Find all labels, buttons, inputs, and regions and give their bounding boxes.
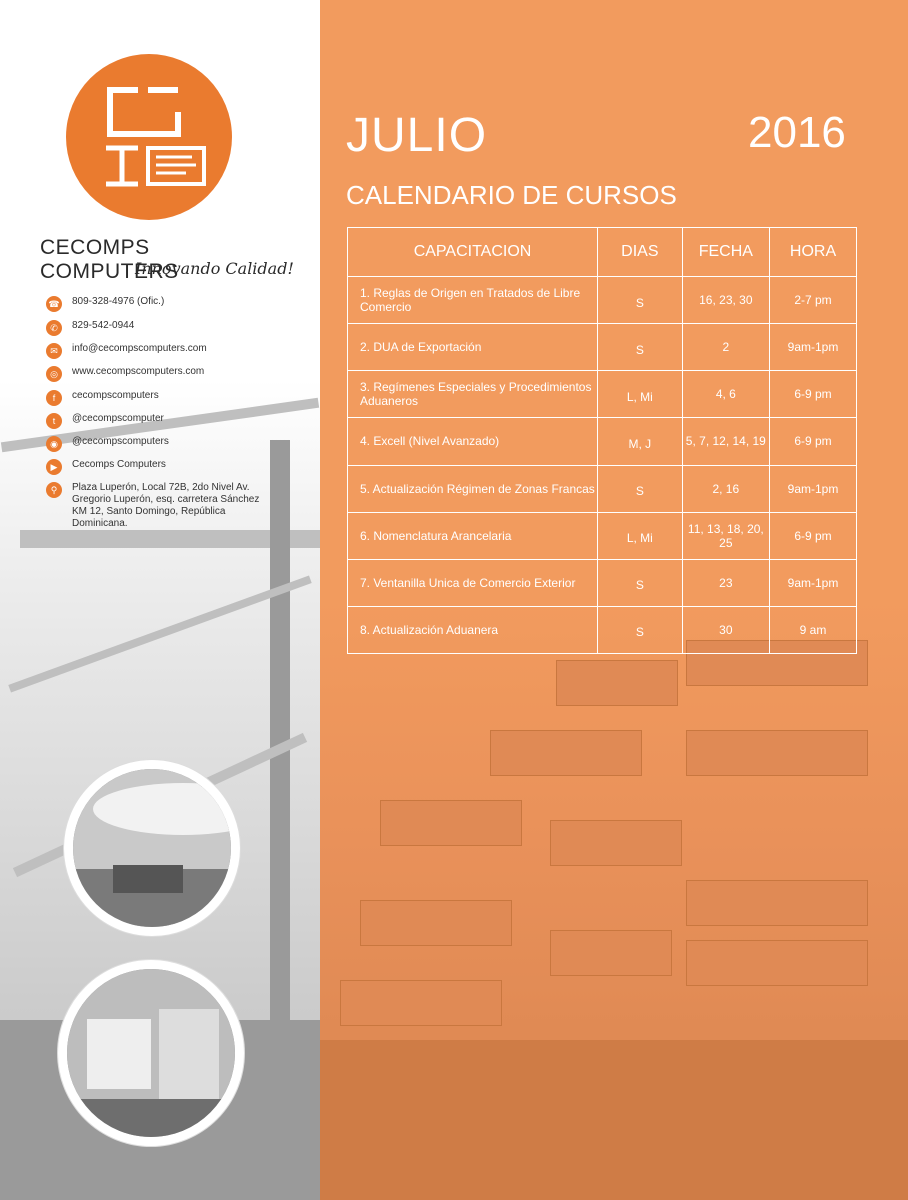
contact-text: 809-328-4976 (Ofic.) — [72, 296, 165, 307]
table-row — [348, 418, 857, 465]
shipping-container — [686, 940, 868, 986]
brand-name: CECOMPS COMPUTERS — [40, 236, 179, 283]
table-row — [348, 324, 857, 371]
course-time: 2-7 pm — [770, 277, 857, 324]
shipping-container — [556, 660, 678, 706]
contact-instagram[interactable] — [46, 436, 316, 452]
contact-text: 829-542-0944 — [72, 320, 135, 331]
course-dates: 4, 6 — [682, 371, 769, 418]
course-days: L, Mi — [598, 512, 683, 559]
table-row — [348, 371, 857, 418]
facebook-icon: f — [46, 390, 62, 406]
contact-text: @cecompscomputers — [72, 436, 169, 447]
course-days: M, J — [598, 418, 683, 465]
phone-icon: ☎ — [46, 296, 62, 312]
calendar-subtitle: CALENDARIO DE CURSOS — [346, 180, 677, 210]
contact-text: @cecompscomputer — [72, 413, 164, 424]
contact-website[interactable] — [46, 366, 316, 382]
course-dates: 2, 16 — [682, 465, 769, 512]
table-row — [348, 559, 857, 606]
email-icon: ✉ — [46, 343, 62, 359]
contact-text: info@cecompscomputers.com — [72, 343, 207, 354]
course-days: S — [598, 324, 683, 371]
course-name: 3. Regímenes Especiales y Procedimientos Aduaneros — [348, 371, 598, 418]
course-name: 5. Actualización Régimen de Zonas Francas — [348, 465, 598, 512]
column-header-capacitacion: CAPACITACION — [348, 228, 598, 277]
contact-email[interactable] — [46, 343, 316, 359]
course-time: 9am-1pm — [770, 465, 857, 512]
contact-text: www.cecompscomputers.com — [72, 366, 205, 377]
contact-address — [46, 482, 316, 530]
course-time: 9 am — [770, 606, 857, 653]
computer-logo-icon — [66, 54, 232, 220]
table-row — [348, 512, 857, 559]
course-time: 6-9 pm — [770, 512, 857, 559]
ship-hull — [320, 1040, 908, 1200]
contact-twitter[interactable] — [46, 413, 316, 429]
table-row — [348, 465, 857, 512]
shipping-container — [340, 980, 502, 1026]
shipping-container — [490, 730, 642, 776]
globe-icon: ◎ — [46, 366, 62, 382]
course-dates: 30 — [682, 606, 769, 653]
course-name: 2. DUA de Exportación — [348, 324, 598, 371]
crane-beam — [8, 576, 311, 693]
contact-youtube[interactable] — [46, 459, 316, 475]
course-time: 9am-1pm — [770, 559, 857, 606]
shipping-container — [686, 880, 868, 926]
course-time: 6-9 pm — [770, 418, 857, 465]
course-days: S — [598, 465, 683, 512]
left-column — [0, 0, 320, 1200]
table-row — [348, 277, 857, 324]
month-title: JULIO — [346, 109, 488, 162]
contact-text: Cecomps Computers — [72, 459, 166, 470]
course-dates: 23 — [682, 559, 769, 606]
table-row — [348, 606, 857, 653]
course-name: 4. Excell (Nivel Avanzado) — [348, 418, 598, 465]
course-days: S — [598, 277, 683, 324]
shipping-container — [360, 900, 512, 946]
column-header-dias: DIAS — [598, 228, 683, 277]
youtube-icon: ▶ — [46, 459, 62, 475]
course-dates: 16, 23, 30 — [682, 277, 769, 324]
contact-phone[interactable] — [46, 296, 316, 312]
course-days: S — [598, 559, 683, 606]
instagram-icon: ◉ — [46, 436, 62, 452]
course-schedule-table — [347, 227, 857, 654]
table-header-row — [348, 228, 857, 277]
column-header-hora: HORA — [770, 228, 857, 277]
course-time: 6-9 pm — [770, 371, 857, 418]
contact-text: cecompscomputers — [72, 390, 159, 401]
course-name: 6. Nomenclatura Arancelaria — [348, 512, 598, 559]
brand-tagline: Innovando Calidad! — [135, 259, 294, 278]
truck-image — [67, 969, 235, 1137]
airplane-image — [73, 769, 231, 927]
shipping-container — [380, 800, 522, 846]
twitter-icon: t — [46, 413, 62, 429]
course-time: 9am-1pm — [770, 324, 857, 371]
column-header-fecha: FECHA — [682, 228, 769, 277]
shipping-container — [550, 930, 672, 976]
course-name: 8. Actualización Aduanera — [348, 606, 598, 653]
whatsapp-icon: ✆ — [46, 320, 62, 336]
contact-whatsapp[interactable] — [46, 320, 316, 336]
course-days: L, Mi — [598, 371, 683, 418]
contact-facebook[interactable] — [46, 390, 316, 406]
year-title: 2016 — [748, 108, 846, 157]
shipping-container — [686, 730, 868, 776]
course-name: 1. Reglas de Origen en Tratados de Libre Comercio — [348, 277, 598, 324]
truck-photo — [58, 960, 244, 1146]
course-days: S — [598, 606, 683, 653]
course-dates: 5, 7, 12, 14, 19 — [682, 418, 769, 465]
location-pin-icon: ⚲ — [46, 482, 62, 498]
airplane-photo — [64, 760, 240, 936]
shipping-container — [550, 820, 682, 866]
contact-address-text: Plaza Luperón, Local 72B, 2do Nivel Av. Gregorio Luperón, esq. carretera Sánchez KM 12, Santo Domingo, República Dominicana. — [72, 482, 260, 529]
course-name: 7. Ventanilla Unica de Comercio Exterior — [348, 559, 598, 606]
container-ship-background — [320, 600, 908, 1200]
course-dates: 2 — [682, 324, 769, 371]
course-dates: 11, 13, 18, 20, 25 — [682, 512, 769, 559]
company-logo — [66, 54, 232, 220]
